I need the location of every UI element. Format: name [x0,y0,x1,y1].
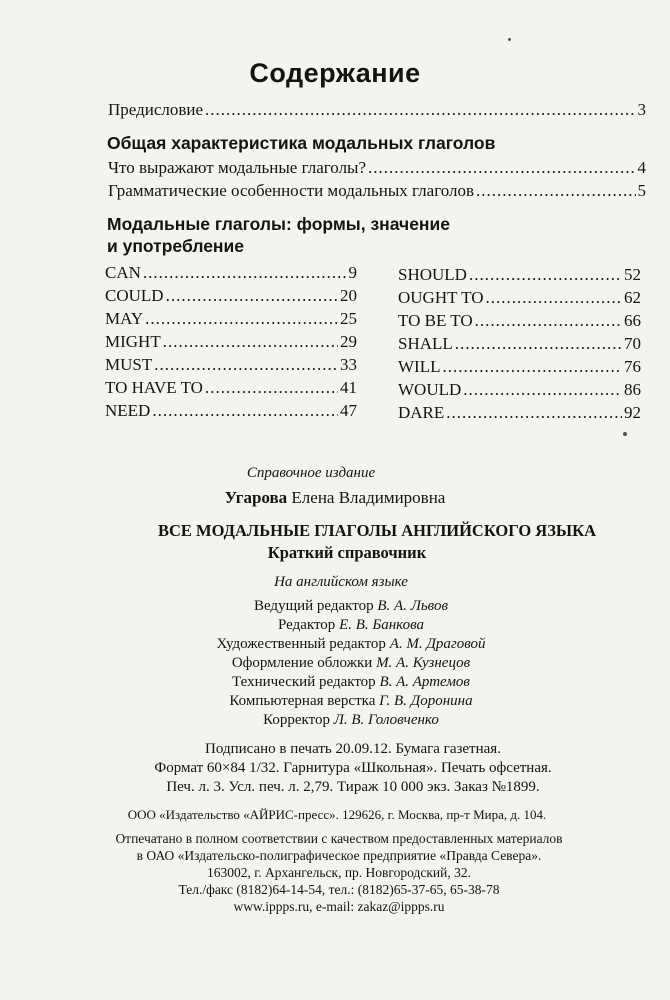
dot-leader [455,334,622,354]
dot-leader [368,158,635,178]
credit-name: В. А. Львов [377,598,449,614]
verb-label: SHOULD [398,265,467,284]
credit-role: Ведущий редактор [253,598,374,614]
credit-role: Художественный редактор [216,636,386,652]
verb-entry [105,263,357,286]
verb-label: MUST [105,355,153,374]
credit-name: М. А. Кузнецов [376,655,471,671]
dot-leader [166,286,338,306]
verb-label: MAY [105,309,144,328]
verb-page: 66 [624,311,641,330]
verb-entry [105,401,357,424]
verb-page: 33 [340,355,357,374]
book-title: ВСЕ МОДАЛЬНЫЕ ГЛАГОЛЫ АНГЛИЙСКОГО ЯЗЫКА [158,521,596,540]
verb-page: 52 [624,265,641,284]
credit-role: Компьютерная верстка [229,693,376,709]
verb-label: OUGHT TO [398,288,484,307]
publisher-line: ООО «Издательство «АЙРИС-пресс». 129626, г. Москва, пр-т Мира, д. 104. [127,807,547,822]
credit-name: Е. В. Банкова [339,617,425,633]
printer-line: www.ippps.ru, e-mail: zakaz@ippps.ru [233,899,445,914]
toc-entry-page: 4 [637,158,646,177]
verb-label: WOULD [398,380,462,399]
dot-leader [463,380,622,400]
printer-line: Отпечатано в полном соответствии с качеством предоставленных материалов [115,831,563,846]
verb-label: NEED [105,401,151,420]
verb-entry [398,403,641,426]
author-surname: Угарова [224,488,288,507]
verb-label: COULD [105,286,164,305]
verb-entry [105,355,357,378]
verb-page: 29 [340,332,357,351]
dot-leader [152,401,338,421]
verb-entry [398,288,641,311]
print-line: Подписано в печать 20.09.12. Бумага газетная. [205,741,501,757]
credit-line [16,711,670,730]
credit-role: Корректор [263,712,330,728]
credit-name: Г. В. Доронина [379,693,473,709]
verb-entry [398,311,641,334]
author [0,488,670,507]
verb-page: 70 [624,334,641,353]
toc-entry-preface [108,100,646,120]
verb-page: 25 [340,309,357,328]
credit-role: Редактор [277,617,336,633]
verb-label: WILL [398,357,441,376]
credit-role: Оформление обложки [231,655,373,671]
book-subtitle: Краткий справочник [267,543,427,562]
verb-entry [105,378,357,401]
verb-entry [105,286,357,309]
print-details [18,740,670,797]
verb-label: TO HAVE TO [105,378,203,397]
verb-entry [398,265,641,288]
language-note: На английском языке [274,574,408,590]
print-speck [623,432,627,436]
verb-label: CAN [105,263,141,282]
dot-leader [442,357,622,377]
dot-leader [485,288,622,308]
verb-list-right [398,265,641,426]
printer-line: в ОАО «Издательско-полиграфическое предприятие «Правда Севера». [136,848,542,863]
credit-line [16,654,670,673]
toc-entry-page: 3 [637,100,646,119]
toc-entry [108,158,646,178]
toc-entry-label: Предисловие [108,100,204,119]
verb-entry [398,380,641,403]
printer-details [4,830,670,915]
verb-page: 62 [624,288,641,307]
dot-leader [143,263,347,283]
verb-entry [398,357,641,380]
dot-leader [154,355,338,375]
author-name: Елена Владимировна [291,488,446,507]
verb-page: 76 [624,357,641,376]
toc-entry-label: Грамматические особенности модальных глаголов [108,181,475,200]
verb-entry [105,309,357,332]
credit-name: А. М. Драговой [389,636,486,652]
contents-title: Содержание [249,58,421,88]
toc-entry-page: 5 [637,181,646,200]
print-speck [508,38,511,41]
verb-label: DARE [398,403,445,422]
dot-leader [145,309,338,329]
credit-name: Л. В. Головченко [333,712,439,728]
dot-leader [205,378,338,398]
dot-leader [446,403,622,423]
credit-name: В. А. Артемов [379,674,470,690]
verb-page: 92 [624,403,641,422]
dot-leader [163,332,338,352]
print-line: Печ. л. 3. Усл. печ. л. 2,79. Тираж 10 000 экз. Заказ №1899. [166,779,540,795]
toc-entry-label: Что выражают модальные глаголы? [108,158,367,177]
credit-line [16,635,670,654]
credit-line [16,616,670,635]
verb-page: 20 [340,286,357,305]
verb-page: 41 [340,378,357,397]
dot-leader [475,311,622,331]
credit-line [16,692,670,711]
edition-type: Справочное издание [246,465,376,481]
credit-line [16,597,670,616]
verb-label: SHALL [398,334,453,353]
toc-entry [108,181,646,201]
verb-page: 86 [624,380,641,399]
printer-line: 163002, г. Архангельск, пр. Новгородский, 32. [206,865,471,880]
dot-leader [476,181,635,201]
section-heading [107,213,450,257]
section-heading-line: и употребление [107,236,244,256]
credit-line [16,673,670,692]
print-line: Формат 60×84 1/32. Гарнитура «Школьная». Печать офсетная. [154,760,552,776]
verb-page: 9 [348,263,357,282]
section-heading: Общая характеристика модальных глаголов [107,133,496,153]
verb-entry [398,334,641,357]
verb-list-left [105,263,357,424]
section-heading-line: Модальные глаголы: формы, значение [107,214,450,234]
verb-entry [105,332,357,355]
dot-leader [205,100,635,120]
credit-role: Технический редактор [232,674,376,690]
printer-line: Тел./факс (8182)64-14-54, тел.: (8182)65-37-65, 65-38-78 [178,882,500,897]
credits [16,597,670,730]
verb-page: 47 [340,401,357,420]
dot-leader [469,265,622,285]
verb-label: MIGHT [105,332,161,351]
verb-label: TO BE TO [398,311,473,330]
